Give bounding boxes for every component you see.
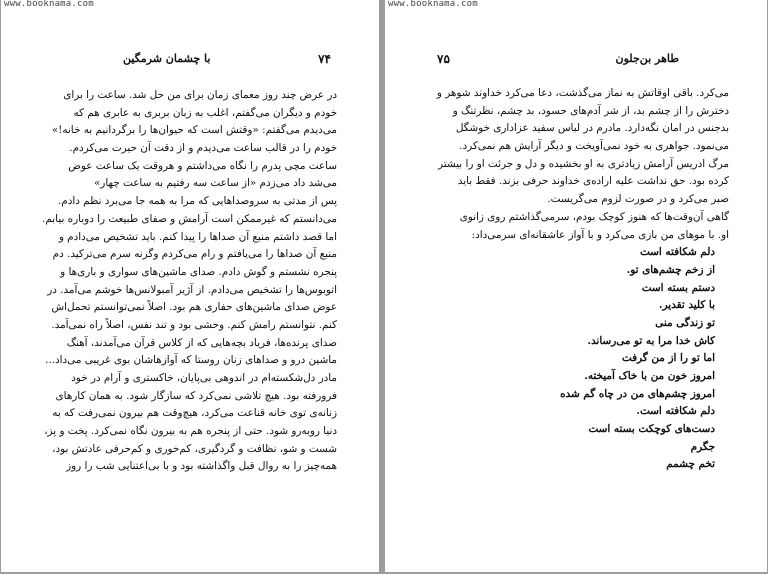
text-line: مادر دل‌شکسته‌ام در اندوهی بی‌پایان، خاکستری و آرام در خود <box>71 372 337 384</box>
site-watermark: www.booknama.com <box>4 0 94 9</box>
left-page-header <box>1 52 379 70</box>
text-line: ساعت مچی پدرم را نگاه می‌داشتم و هروقت یک ساعت عوض <box>68 159 337 172</box>
page-number: ۷۵ <box>437 52 450 66</box>
text-line: دنیا روبه‌رو شود. حتی از پنجره هم به بیرون نگاه نمی‌کرد. پخت و پز، <box>44 425 337 438</box>
text-line: می‌کرد. باقی اوقاتش به نماز می‌گذشت، دعا می‌کرد خداوند شوهر و <box>436 87 729 99</box>
text-line: فرورفته بود. هیچ تلاشی نمی‌کرد که سازگار شود. به همان کارهای <box>55 389 337 402</box>
poem-verse: دست‌های کوچکت بسته است <box>588 423 715 436</box>
text-line: در عرض چند روز معمای زمان برای من حل شد. ساعت را برای <box>63 89 337 101</box>
right-page <box>385 0 767 572</box>
poem-verse: امروز چشم‌های من در چاه گم شده <box>560 387 715 400</box>
text-line: شست و شو، نظافت و گردگیری، کم‌خوری و کم‌حرفی عادتش بود، <box>52 442 337 455</box>
poem-verse: امروز خون من با خاک آمیخته. <box>584 370 715 382</box>
text-line: عوض صدای ماشین‌های حفاری هم بود. اصلاً نمی‌توانستم تحمل‌اش <box>51 301 337 314</box>
running-title: طاهر بن‌جلون <box>615 52 679 65</box>
poem-verse: دلم شکافته است. <box>636 405 715 418</box>
text-line: دخترش را از چشم بد، از شر آدم‌های حسود، بد چشم، نظرتنگ و <box>452 104 729 117</box>
poem-verse: تخم چشمم <box>666 458 715 471</box>
site-watermark: www.booknama.com <box>388 0 478 9</box>
text-line: همه‌چیز را به روال قبل واگذاشته بود و با بی‌اعتنایی شب را روز <box>66 460 337 473</box>
poem-verse: جگرم <box>690 440 715 453</box>
text-line: می‌دانستم که غیرممکن است آرامش و صفای طبیعت را دوباره بیابم. <box>42 212 337 225</box>
text-line: زنانه‌ی توی خانه قناعت می‌کرد، هیچ‌وقت هم بیرون نمی‌رفت که به <box>52 407 337 420</box>
poem-verse: تو زندگی منی <box>655 316 715 329</box>
right-page-header <box>385 52 767 70</box>
text-line: او. با موهای من بازی می‌کرد و با آواز عاشقانه‌ای سرمی‌داد: <box>471 228 729 241</box>
text-line: صبر می‌کرد و در صورت لزوم می‌گریست. <box>547 193 729 206</box>
text-line: گاهی آن‌وقت‌ها که هنوز کوچک بودم، سرمی‌گذاشتم روی زانوی <box>459 210 729 223</box>
poem-verse: دلم شکافته است <box>639 246 715 259</box>
poem-verse: از زخم چشم‌های تو. <box>626 263 715 276</box>
text-line: منبع آن صداها را می‌یافتم و رام می‌کردم وگرنه سرم می‌ترکید. دم <box>52 248 337 261</box>
page-number: ۷۴ <box>318 52 331 66</box>
text-line: پس از مدتی به سروصداهایی که مرا به همه جا می‌برد نظم دادم. <box>57 195 337 208</box>
text-line: می‌شد داد می‌زدم «از ساعت سه رفتیم به ساعت چهار» <box>93 177 337 190</box>
text-line: کرده بود. حق نداشت علیه اراده‌ی خداوند حرفی بزند. فقط باید <box>457 175 729 188</box>
text-line: خودم و دیگران می‌گفتم، اغلب به زبان بربری به عابری هم که <box>73 106 337 119</box>
text-line: کنم. نتوانستم رامش کنم. وحشی بود و تند نفس، اصلاً راه نمی‌آمد. <box>51 318 337 331</box>
text-line: مرگ ادریس آرامش زیادتری به او بخشیده و دل و جرئت او را بیشتر <box>438 157 729 170</box>
left-page-body <box>41 87 337 476</box>
text-line: بدجنس در امان نگه‌دارد. مادرم در لباس سفید عزاداری خوشگل <box>455 122 729 135</box>
text-line: پنجره نشستم و گوش دادم. صدای ماشین‌های سواری و باری‌ها و <box>60 265 337 278</box>
poem-verse: اما تو را از من گرفت <box>621 352 715 365</box>
text-line: می‌نمود. جواهری به خود نمی‌آویخت و دیگر آرایش هم نمی‌کرد. <box>459 140 729 153</box>
poem-verse: با کلید تقدیر. <box>658 299 715 312</box>
poem-verse: دستم بسته است <box>641 281 715 294</box>
text-line: صدای پرنده‌ها، فریاد بچه‌هایی که از کلاس قرآن می‌آمدند، آهنگ <box>66 336 337 349</box>
poem-verse: کاش خدا مرا به تو می‌رساند. <box>587 334 715 347</box>
running-title: با چشمان شرمگین <box>123 52 211 65</box>
right-page-body <box>421 85 729 474</box>
left-page <box>1 0 379 572</box>
text-line: می‌دیدم می‌گفتم: «وقتش است که حیوان‌ها را برگردانیم به خانه!» <box>51 124 337 137</box>
text-line: ماشین درو و صداهای زنان روستا که آوازهاشان بوی غریبی می‌داد... <box>45 354 337 367</box>
text-line: اتوبوس‌ها را تشخیص می‌دادم. از آژیر آمبولانس‌ها خوشم می‌آمد. در <box>47 283 337 296</box>
text-line: اما قصد داشتم منبع آن صداها را پیدا کنم. باید تشخیص می‌دادم و <box>58 230 337 243</box>
text-line: خودم را در قالب ساعت می‌دیدم و از دقت آن حیرت می‌کردم. <box>69 142 337 155</box>
